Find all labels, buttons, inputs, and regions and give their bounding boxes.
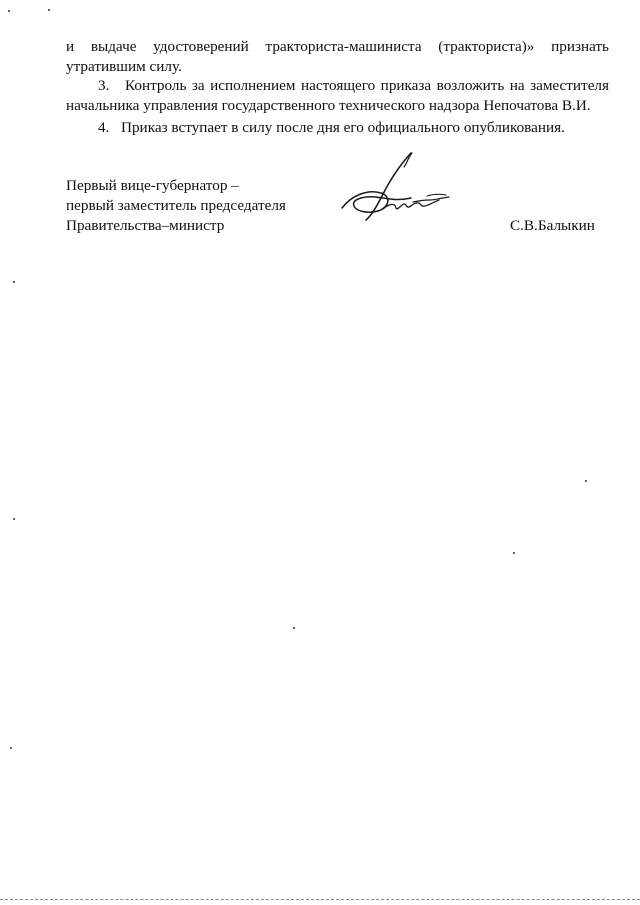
scan-speck xyxy=(513,552,515,554)
scan-bottom-edge xyxy=(0,899,640,900)
list-item-text: Контроль за исполнением настоящего приказа возложить на заместителя xyxy=(125,77,609,94)
signatory-name: С.В.Балыкин xyxy=(510,217,595,234)
handwritten-signature xyxy=(337,145,457,225)
signatory-title: Первый вице-губернатор – xyxy=(66,177,239,194)
signatory-title: Правительства–министр xyxy=(66,217,225,234)
list-item-text: Приказ вступает в силу после дня его официального опубликования. xyxy=(121,119,565,136)
scan-speck xyxy=(48,9,50,11)
scan-speck xyxy=(8,10,10,12)
paragraph-line: и выдаче удостоверений тракториста-машиниста (тракториста)» признать xyxy=(66,38,609,55)
list-item-number: 3. xyxy=(98,77,110,94)
list-item-text: начальника управления государственного технического надзора Непочатова В.И. xyxy=(66,97,591,114)
scan-speck xyxy=(13,281,15,283)
scan-speck xyxy=(585,480,587,482)
scan-speck xyxy=(13,518,15,520)
list-item-number: 4. xyxy=(98,119,110,136)
signatory-title: первый заместитель председателя xyxy=(66,197,286,214)
scan-speck xyxy=(293,627,295,629)
scan-speck xyxy=(10,747,12,749)
paragraph-line: утратившим силу. xyxy=(66,58,182,75)
